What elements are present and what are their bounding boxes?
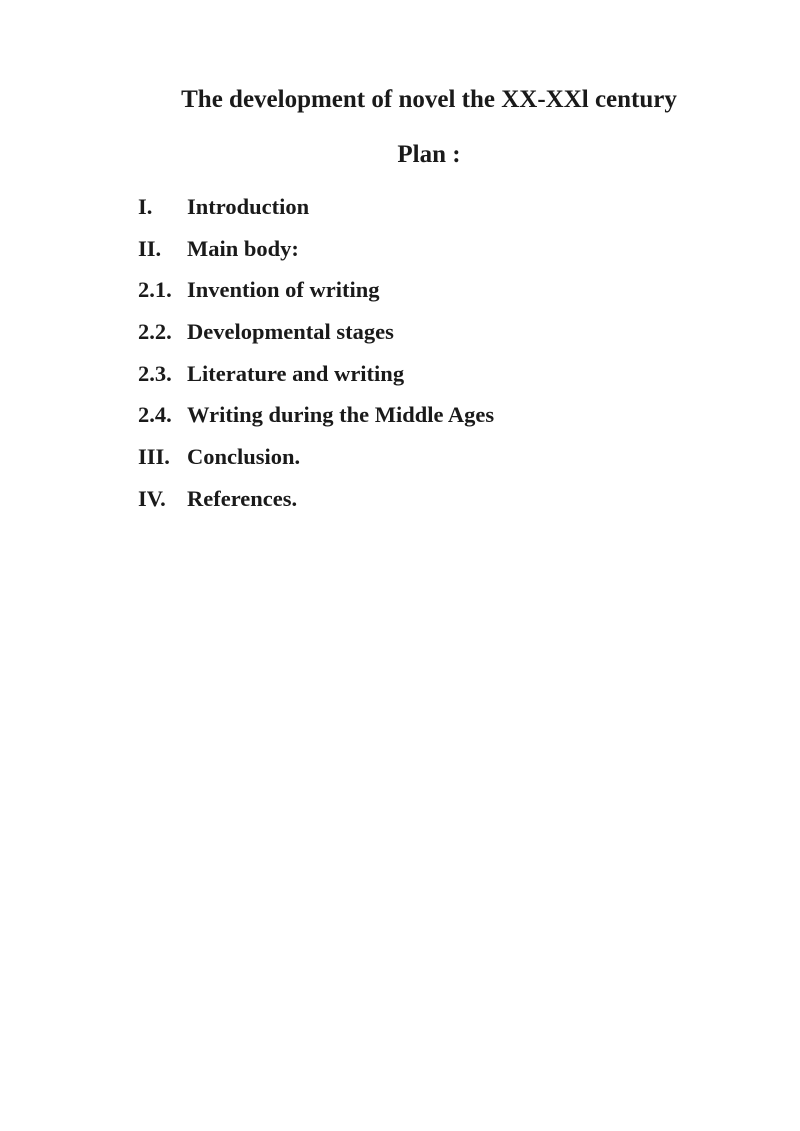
plan-item-text: Conclusion. xyxy=(187,444,301,470)
plan-item-number: IV. xyxy=(138,485,166,511)
plan-item-middle-ages xyxy=(138,400,494,442)
plan-item-number: II. xyxy=(138,235,162,261)
plan-list xyxy=(138,192,494,526)
plan-item-main-body xyxy=(138,234,494,276)
plan-item-text: Developmental stages xyxy=(187,319,394,345)
plan-item-references xyxy=(138,484,494,526)
plan-item-number: 2.2. xyxy=(138,319,172,345)
plan-item-introduction xyxy=(138,192,494,234)
plan-item-invention-of-writing xyxy=(138,275,494,317)
plan-item-text: Introduction xyxy=(187,194,310,219)
plan-item-literature-and-writing xyxy=(138,359,494,401)
plan-item-text: Invention of writing xyxy=(187,277,380,303)
document-title: The development of novel the XX-XXl century xyxy=(181,86,677,113)
plan-heading: Plan : xyxy=(397,141,461,168)
plan-item-number: I. xyxy=(138,194,153,219)
plan-item-number: 2.1. xyxy=(138,277,172,303)
plan-item-text: Main body: xyxy=(187,235,299,261)
plan-item-developmental-stages xyxy=(138,317,494,359)
plan-item-number: III. xyxy=(138,444,170,470)
plan-item-text: Writing during the Middle Ages xyxy=(187,402,495,428)
plan-item-number: 2.3. xyxy=(138,360,172,386)
plan-item-text: References. xyxy=(187,485,298,511)
plan-item-number: 2.4. xyxy=(138,402,172,428)
plan-item-text: Literature and writing xyxy=(187,360,405,386)
plan-item-conclusion xyxy=(138,442,494,484)
